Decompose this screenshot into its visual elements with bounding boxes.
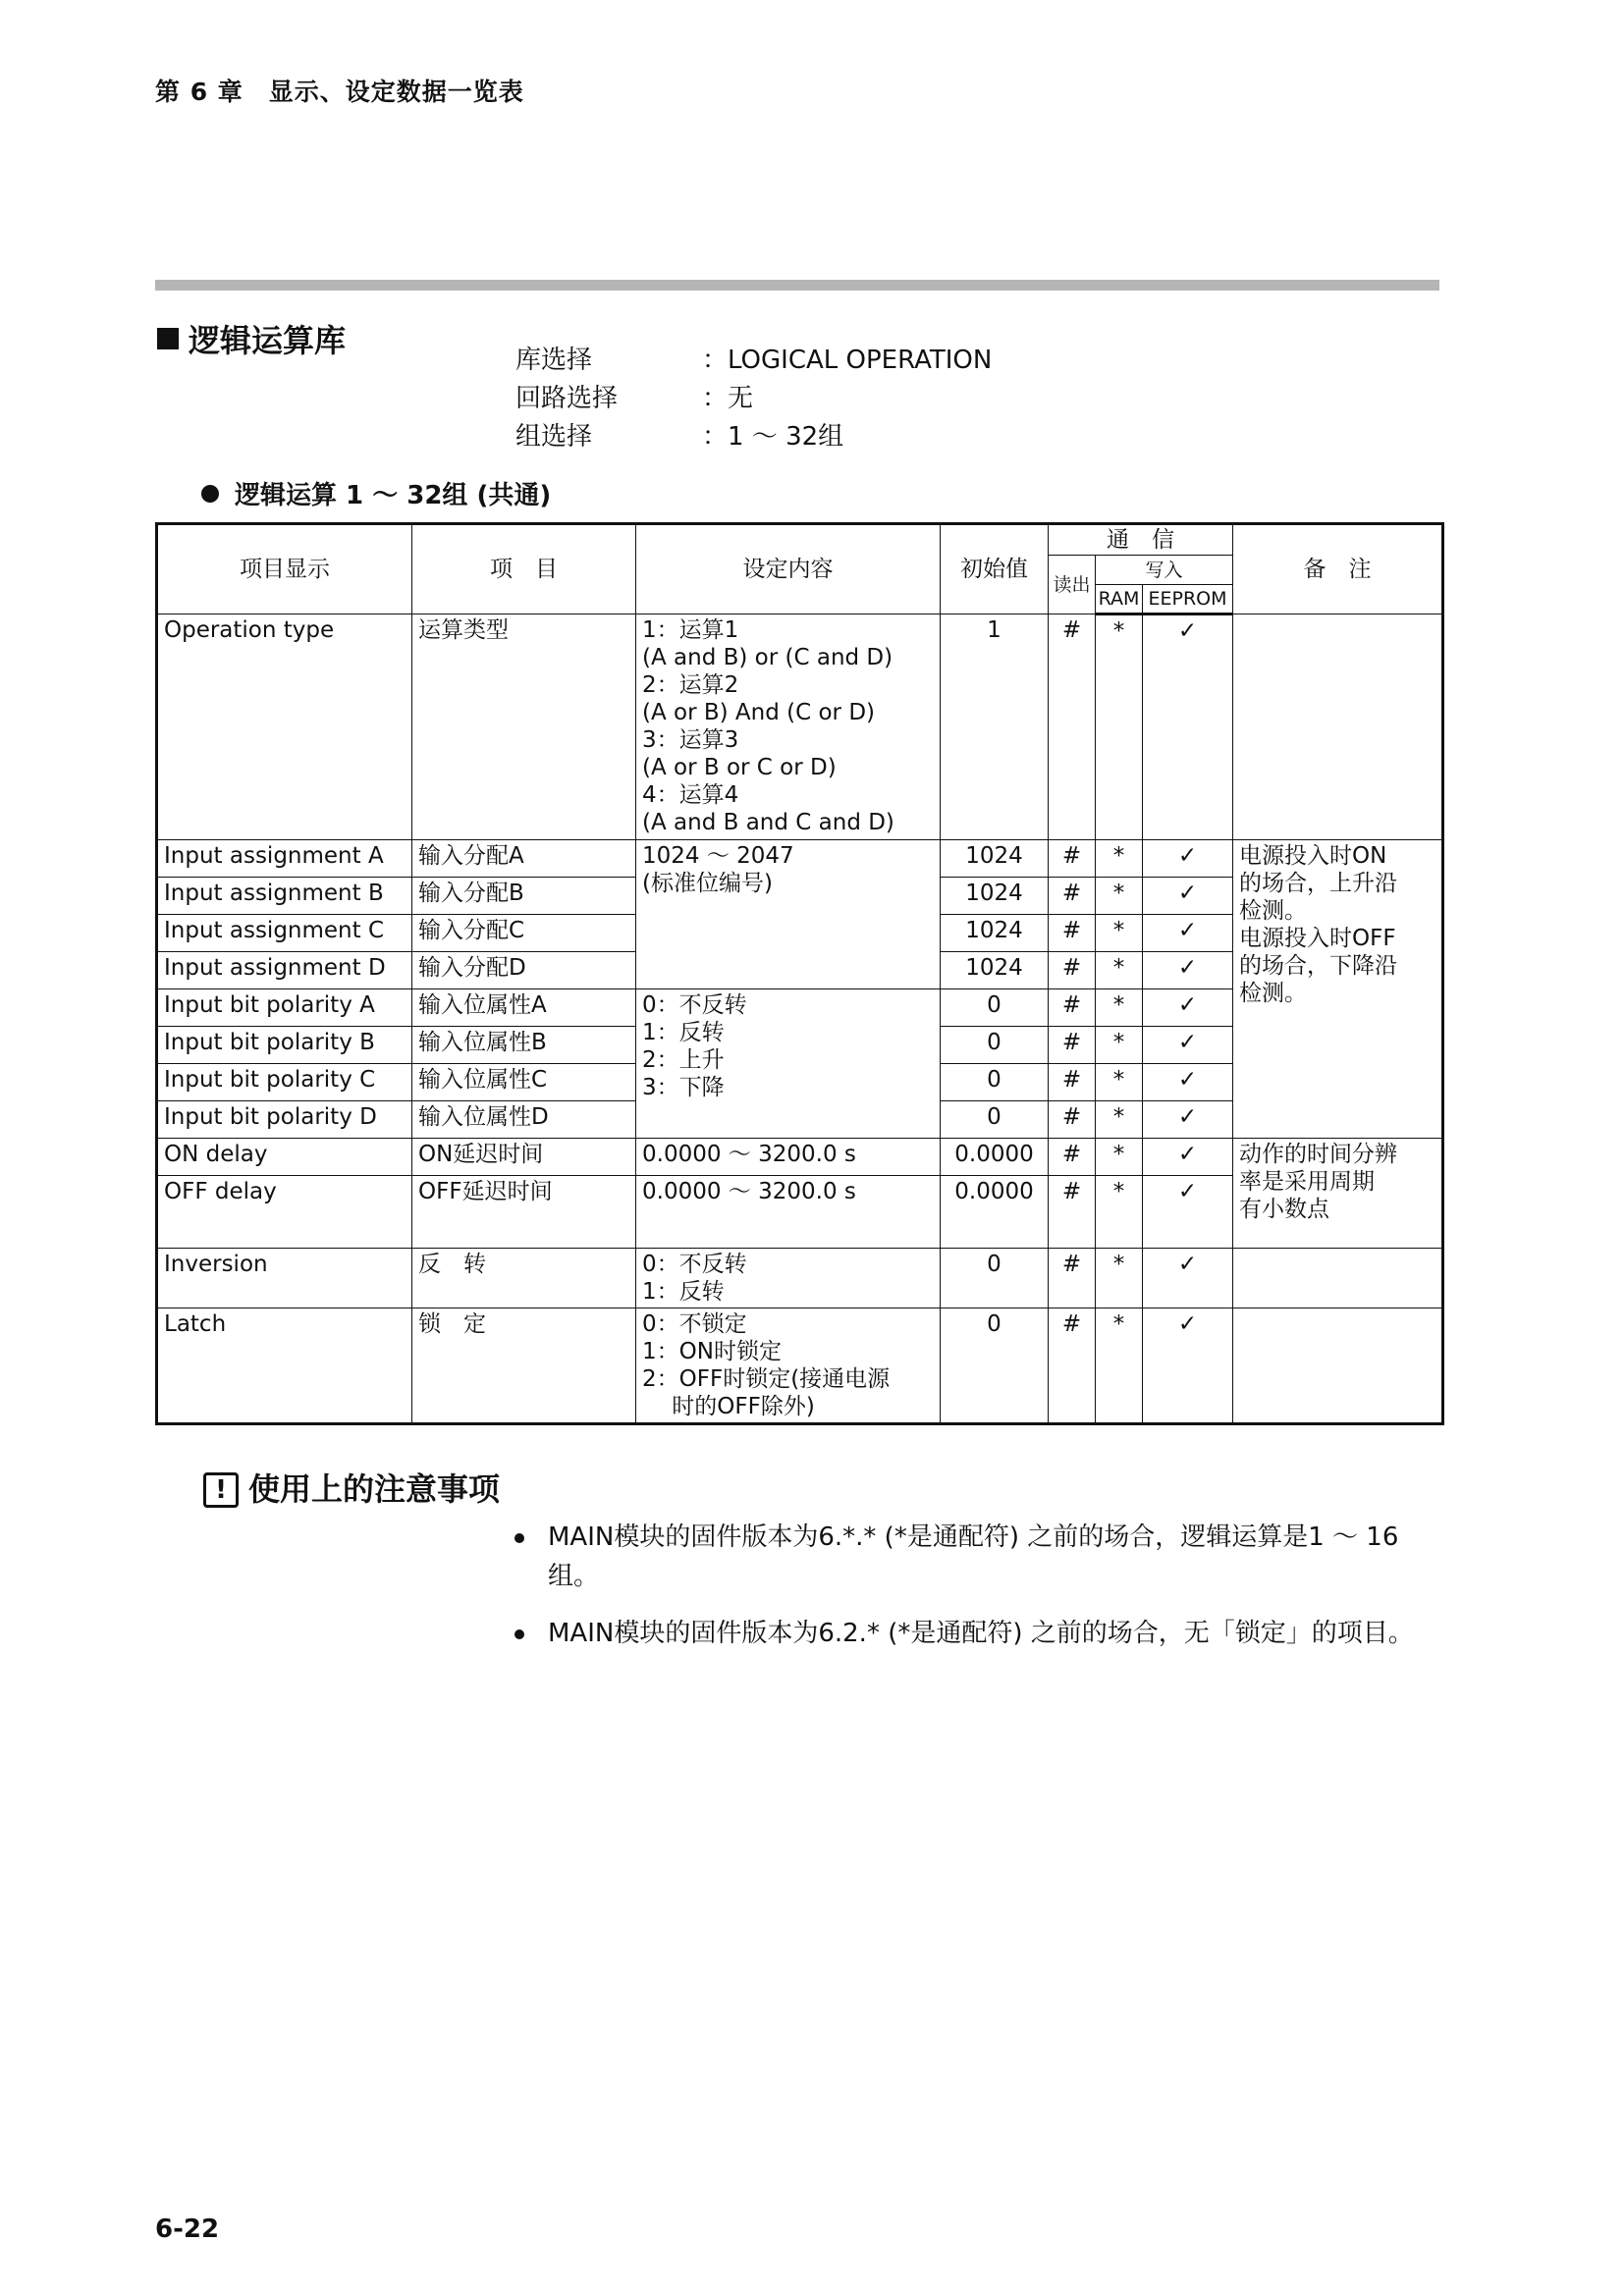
list-item: MAIN模块的固件版本为6.*.* (*是通配符) 之前的场合，逻辑运算是1 ～ 16组。 <box>511 1518 1443 1596</box>
table-row: Input assignment B 输入分配B 1024 # * ✓ <box>157 878 1443 915</box>
header-ram: RAM <box>1096 585 1143 614</box>
header-read: 读出 <box>1049 556 1096 614</box>
header-eeprom: EEPROM <box>1143 585 1233 614</box>
table-row: Latch 锁 定 0：不锁定 1：ON时锁定 2：OFF时锁定(接通电源 时的OFF除外) 0 # * ✓ <box>157 1308 1443 1424</box>
section-title: 逻辑运算库 <box>157 316 346 361</box>
check-icon: ✓ <box>1143 1176 1233 1249</box>
table-row: Input bit polarity C 输入位属性C 0 # * ✓ <box>157 1064 1443 1101</box>
check-icon: ✓ <box>1143 915 1233 952</box>
table-row: ON delay ON延迟时间 0.0000 ～ 3200.0 s 0.0000 # * ✓ 动作的时间分辨 率是采用周期 有小数点 <box>157 1139 1443 1176</box>
table-row: Input assignment D 输入分配D 1024 # * ✓ <box>157 952 1443 989</box>
list-item: MAIN模块的固件版本为6.2.* (*是通配符) 之前的场合，无「锁定」的项目。 <box>511 1614 1443 1653</box>
header-comm: 通 信 <box>1049 524 1233 556</box>
table-row: Inversion 反 转 0：不反转 1：反转 0 # * ✓ <box>157 1249 1443 1308</box>
meta-row-library: 库选择 ：LOGICAL OPERATION <box>515 346 993 375</box>
exclamation-icon: ! <box>203 1472 239 1508</box>
check-icon: ✓ <box>1143 1027 1233 1064</box>
table-row: Input bit polarity B 输入位属性B 0 # * ✓ <box>157 1027 1443 1064</box>
table-row: OFF delay OFF延迟时间 0.0000 ～ 3200.0 s 0.0000 # * ✓ <box>157 1176 1443 1249</box>
header-initial: 初始值 <box>941 524 1049 614</box>
check-icon: ✓ <box>1143 878 1233 915</box>
square-bullet-icon <box>157 328 179 349</box>
check-icon: ✓ <box>1143 989 1233 1027</box>
subsection-title: 逻辑运算 1 ～ 32组 (共通) <box>201 475 551 511</box>
library-meta <box>515 342 992 456</box>
settings-table <box>155 522 1444 1425</box>
check-icon: ✓ <box>1143 1064 1233 1101</box>
meta-row-loop: 回路选择 ：无 <box>515 384 754 413</box>
meta-row-group: 组选择 ：1 ～ 32组 <box>515 422 844 452</box>
caution-title: ! 使用上的注意事项 <box>203 1465 500 1510</box>
check-icon: ✓ <box>1143 614 1233 840</box>
page-number: 6-22 <box>155 2215 220 2244</box>
check-icon: ✓ <box>1143 1139 1233 1176</box>
bullet-icon <box>201 485 219 503</box>
table-row: Input bit polarity D 输入位属性D 0 # * ✓ <box>157 1101 1443 1139</box>
check-icon: ✓ <box>1143 952 1233 989</box>
check-icon: ✓ <box>1143 1308 1233 1424</box>
table-row: Input assignment C 输入分配C 1024 # * ✓ <box>157 915 1443 952</box>
header-remarks: 备 注 <box>1233 524 1443 614</box>
table-row: Operation type 运算类型 1：运算1 (A and B) or (C and D) 2：运算2 (A or B) And (C or D) 3：运算3 (A or B or C or D) 4：运算4 (A and B and C and D) 1 # * ✓ <box>157 614 1443 840</box>
header-content: 设定内容 <box>636 524 941 614</box>
header-write: 写入 <box>1096 556 1233 585</box>
check-icon: ✓ <box>1143 1249 1233 1308</box>
header-item: 项 目 <box>412 524 636 614</box>
table-row: Input assignment A 输入分配A 1024 ～ 2047 (标准位编号) 1024 # * ✓ 电源投入时ON 的场合，上升沿 检测。 电源投入时OFF 的场合，下降沿 检测。 <box>157 840 1443 878</box>
check-icon: ✓ <box>1143 840 1233 878</box>
header-display: 项目显示 <box>157 524 412 614</box>
caution-notes <box>511 1518 1443 1671</box>
chapter-header: 第 6 章 显示、设定数据一览表 <box>155 78 524 106</box>
section-divider <box>155 280 1439 291</box>
check-icon: ✓ <box>1143 1101 1233 1139</box>
table-row: Input bit polarity A 输入位属性A 0：不反转 1：反转 2：上升 3：下降 0 # * ✓ <box>157 989 1443 1027</box>
